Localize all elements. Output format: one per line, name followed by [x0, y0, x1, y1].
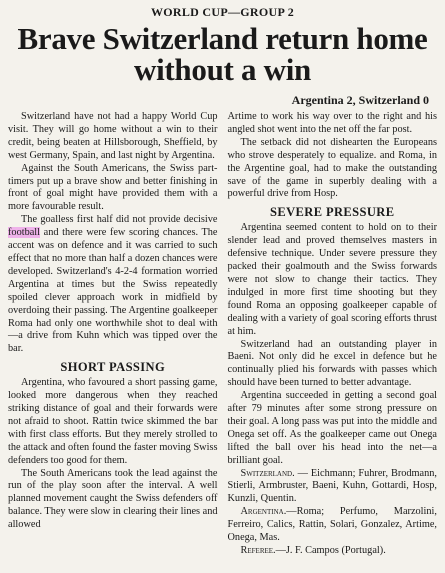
- paragraph: Argentina seemed content to hold on to their slender lead and proved themselves masters in defensive technique. Under severe pressure they packed their goalmouth and the Swiss forwards were not slow to change their tactics. They indulged in more first time shooting but they found Roma an opposing goalkeeper capable of dealing with a variety of goal scoring efforts thrust at him.: [227, 222, 437, 337]
- highlighted-word: football: [8, 227, 41, 239]
- subheading: SHORT PASSING: [60, 360, 166, 375]
- paragraph: Switzerland have not had a happy World Cup visit. They will go home without a win to their credit, being beaten at Hillsborough, Sheffield, by west Germany, Spain, and last night by Argentina.: [8, 111, 218, 161]
- right-column: [228, 111, 438, 558]
- article-body: [8, 111, 437, 558]
- referee-line: [228, 545, 438, 558]
- lineup-argentina: [228, 506, 438, 545]
- text-run: and there were few scoring chances. The accent was on defence and it was carried to such effect that no more than half a dozen chances were developed. Switzerland's 4-2-4 formation worried Argentina at times but the Swiss repeatedly spoiled clever approach work in midfield by overdoing their passing. The Argentine goalkeeper Roma had only one worthwhile shot to deal with—a drive from Kuhn which was tipped over the bar.: [8, 227, 218, 355]
- paragraph: The South Americans took the lead against the run of the play soon after the interval. A well planned movement caught the Swiss defenders off balance. They were slow in clearing their lines and allowed: [8, 467, 218, 531]
- left-column: [8, 111, 218, 558]
- section-kicker: WORLD CUP—GROUP 2: [150, 5, 295, 19]
- headline-line-1: Brave Switzerland return home: [17, 21, 428, 56]
- paragraph: Against the South Americans, the Swiss part-timers put up a brave show and better finishing in front of goal might have provided them with a more favourable result.: [8, 162, 218, 213]
- referee-name: —J. F. Campos (Portugal).: [275, 545, 386, 556]
- match-score: Argentina 2, Switzerland 0: [291, 93, 429, 107]
- team-players: — Eichmann; Fuhrer, Brodmann, Stierli, Armbruster, Baeni, Kuhn, Gottardi, Hosp, Kunzli, Quentin.: [227, 467, 437, 505]
- text-run: The goalless first half did not provide decisive: [21, 214, 218, 226]
- team-players: —Roma; Perfumo, Marzolini, Ferreiro, Calics, Rattin, Solari, Gonzalez, Artime, Onega, Mas.: [227, 506, 437, 544]
- lineup-switzerland: [228, 468, 438, 507]
- headline: [8, 23, 437, 85]
- subheading: SEVERE PRESSURE: [270, 205, 395, 220]
- team-name: Switzerland.: [240, 467, 295, 479]
- paragraph: Switzerland had an outstanding player in Baeni. Not only did he excel in defence but he continually plied his forwards with passes which should have been turned to better advantage.: [227, 338, 437, 389]
- headline-line-2: without a win: [134, 52, 311, 87]
- paragraph: [8, 214, 218, 356]
- team-name: Argentina.: [240, 506, 287, 518]
- paragraph: The setback did not dishearten the Europeans who strove desperately to equalize. and Roma, in the Argentine goal, had to make the outstanding save of the game in superbly dealing with a powerful drive from Hosp.: [227, 136, 437, 200]
- paragraph: Argentina, who favoured a short passing game, looked more dangerous when they reached striking distance of goal and their forwards were not afraid to shoot. Rattin twice skimmed the bar with first class efforts. But they merely strolled to the attack and often found the faster moving Swiss defenders too good for them.: [8, 377, 218, 466]
- paragraph: Artime to work his way over to the right and his angled shot went into the net off the far post.: [227, 111, 437, 135]
- referee-label: Referee.: [240, 545, 276, 556]
- paragraph: Argentina succeeded in getting a second goal after 79 minutes after some strong pressure on their goal. A long pass was put into the middle and Onega set off. As the goalkeeper came out Onega lifted the ball over his head into the net—a brilliant goal.: [227, 390, 437, 466]
